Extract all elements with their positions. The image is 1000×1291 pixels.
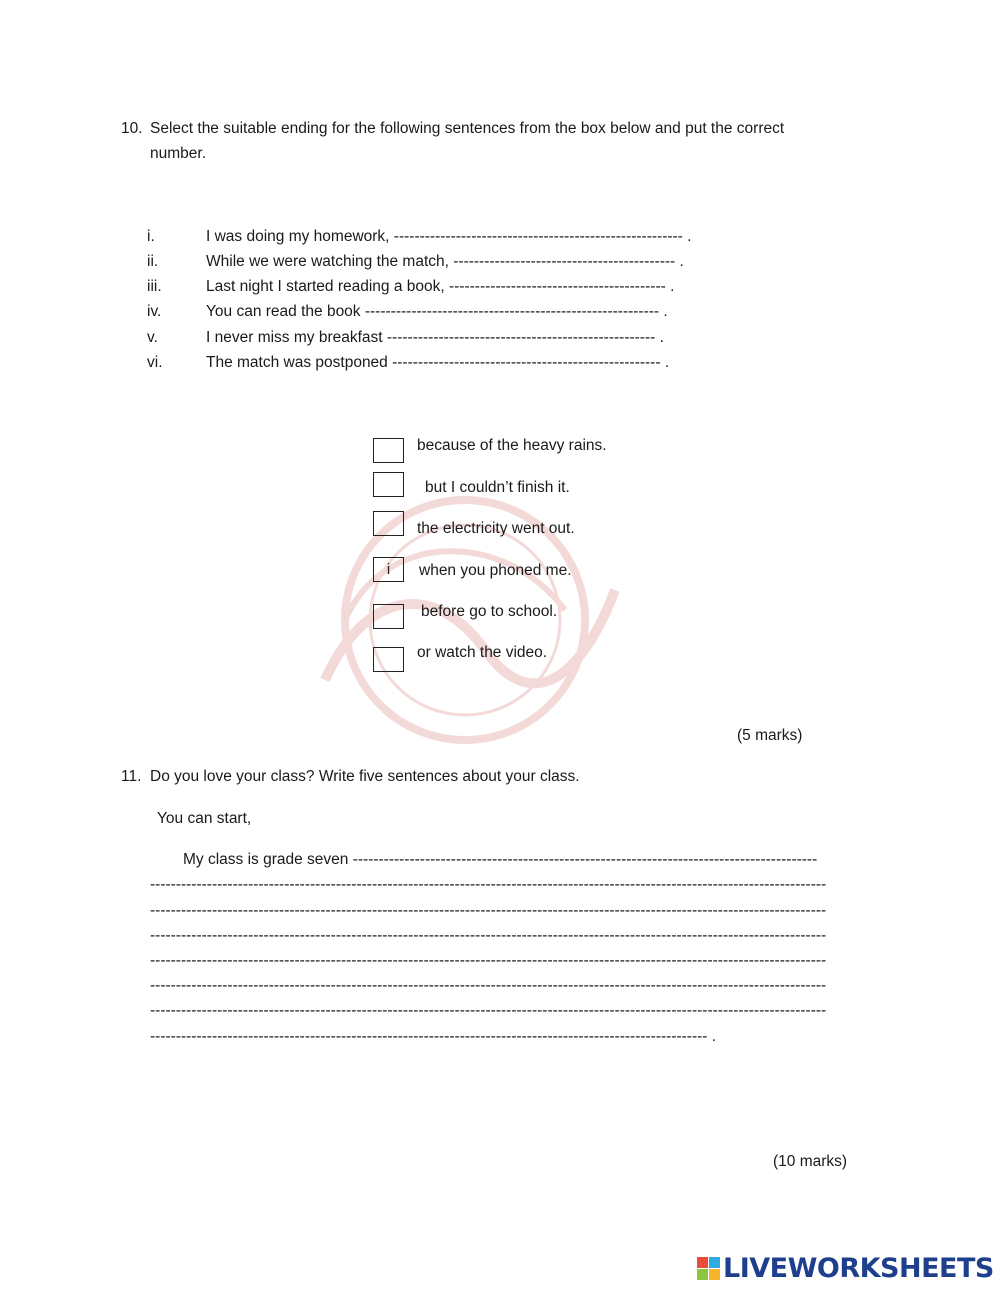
you-can-start-label: You can start, <box>157 810 252 827</box>
sentence-text: The match was postponed ---------------------------------------------------- . <box>206 354 670 371</box>
writing-first-line[interactable]: My class is grade seven ------------------------------------------------------------------------------------------ <box>183 851 818 868</box>
ending-text: before go to school. <box>421 603 558 620</box>
sentence-number: ii. <box>147 253 159 270</box>
sentence-number: iv. <box>147 303 162 320</box>
writing-line[interactable]: ----------------------------------------------------------------------------------------------------------------------------------- <box>150 876 827 893</box>
sentence-number: i. <box>147 228 155 245</box>
answer-box[interactable] <box>373 511 404 536</box>
writing-line[interactable]: ----------------------------------------------------------------------------------------------------------------------------------- <box>150 927 827 944</box>
ending-text: when you phoned me. <box>419 562 572 579</box>
question-11-instruction: Do you love your class? Write five sentences about your class. <box>150 768 580 785</box>
question-10-instruction-line1: Select the suitable ending for the following sentences from the box below and put the correct <box>150 120 785 137</box>
liveworksheets-logo-text: LIVEWORKSHEETS <box>723 1253 994 1284</box>
answer-box[interactable] <box>373 472 404 497</box>
logo-tile <box>709 1269 720 1280</box>
writing-line[interactable]: ----------------------------------------------------------------------------------------------------------------------------------- <box>150 952 827 969</box>
ending-text: the electricity went out. <box>417 520 575 537</box>
logo-tile <box>697 1257 708 1268</box>
answer-box[interactable] <box>373 604 404 629</box>
liveworksheets-logo <box>697 1253 994 1284</box>
sentence-number: v. <box>147 329 158 346</box>
sentence-text: I was doing my homework, -------------------------------------------------------- . <box>206 228 692 245</box>
writing-line[interactable]: ----------------------------------------------------------------------------------------------------------------------------------- <box>150 977 827 994</box>
question-10-marks: (5 marks) <box>737 727 803 744</box>
writing-last-line[interactable]: ------------------------------------------------------------------------------------------------------------ . <box>150 1028 717 1045</box>
sentence-text: While we were watching the match, ------------------------------------------- . <box>206 253 684 270</box>
answer-box[interactable]: i <box>373 557 404 582</box>
question-10-instruction-line2: number. <box>150 145 207 162</box>
question-11-marks: (10 marks) <box>773 1153 848 1170</box>
sentence-text: Last night I started reading a book, ------------------------------------------ . <box>206 278 675 295</box>
sentence-number: iii. <box>147 278 162 295</box>
writing-line[interactable]: ----------------------------------------------------------------------------------------------------------------------------------- <box>150 1002 827 1019</box>
sentence-number: vi. <box>147 354 163 371</box>
ending-text: but I couldn’t finish it. <box>425 479 570 496</box>
answer-box[interactable] <box>373 438 404 463</box>
writing-line[interactable]: ----------------------------------------------------------------------------------------------------------------------------------- <box>150 902 827 919</box>
question-10-number: 10. <box>121 120 143 137</box>
sentence-text: You can read the book --------------------------------------------------------- . <box>206 303 668 320</box>
logo-tile <box>709 1257 720 1268</box>
ending-text: or watch the video. <box>417 644 548 661</box>
answer-box[interactable] <box>373 647 404 672</box>
logo-tile <box>697 1269 708 1280</box>
liveworksheets-tiles-icon <box>697 1257 720 1280</box>
sentence-text: I never miss my breakfast ---------------------------------------------------- . <box>206 329 664 346</box>
ending-text: because of the heavy rains. <box>417 437 607 454</box>
question-11-number: 11. <box>121 768 142 785</box>
